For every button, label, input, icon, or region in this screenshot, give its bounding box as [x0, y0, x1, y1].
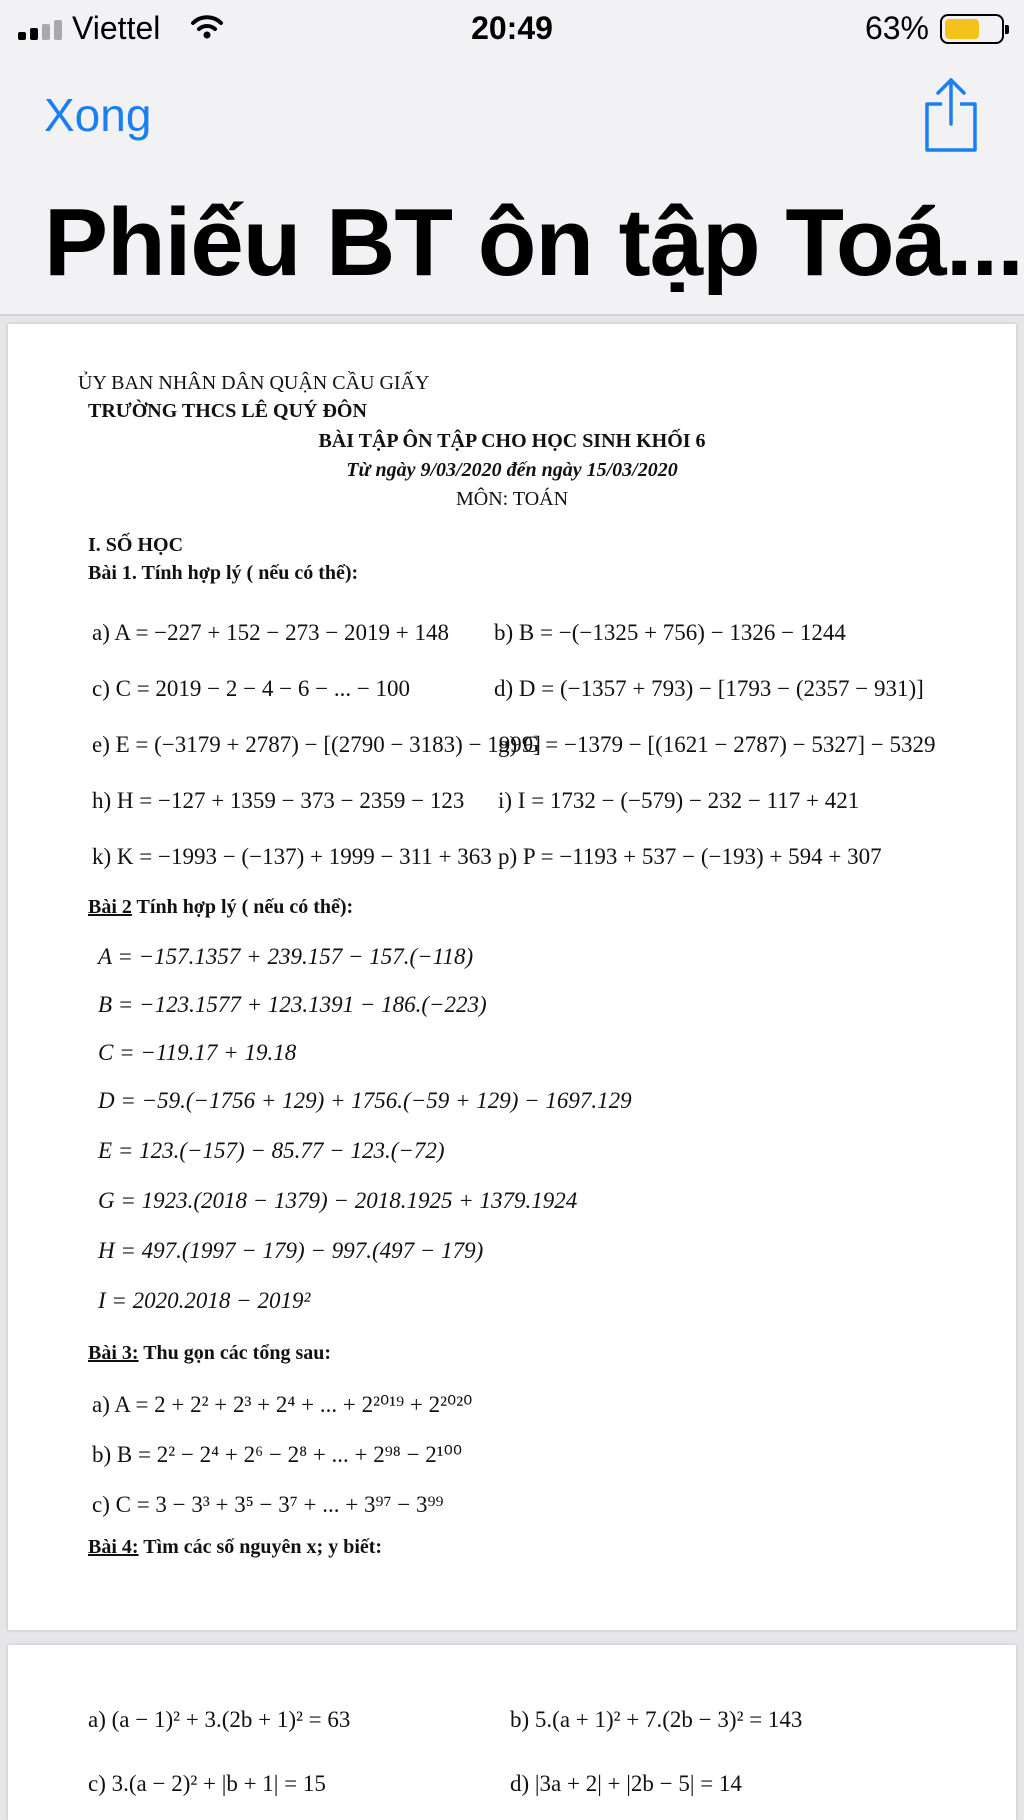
- doc-heading: BÀI TẬP ÔN TẬP CHO HỌC SINH KHỐI 6: [318, 430, 706, 452]
- bai4-item: a) (a − 1)² + 3.(2b + 1)² = 63: [88, 1707, 351, 1732]
- bai2-item: C = −119.17 + 19.18: [98, 1040, 297, 1065]
- bai1-item: b) B = −(−1325 + 756) − 1326 − 1244: [494, 620, 846, 645]
- bai1-item: k) K = −1993 − (−137) + 1999 − 311 + 363: [92, 844, 492, 869]
- document-title: Phiếu BT ôn tập Toá...: [44, 189, 1023, 296]
- document-page-1: [8, 324, 1016, 1630]
- bai2-item: D = −59.(−1756 + 129) + 1756.(−59 + 129) − 1697.129: [98, 1088, 632, 1113]
- org-name: ỦY BAN NHÂN DÂN QUẬN CẦU GIẤY: [78, 372, 430, 394]
- bai2-item: E = 123.(−157) − 85.77 − 123.(−72): [98, 1138, 445, 1163]
- bai2-instruction: Tính hợp lý ( nếu có thể):: [131, 896, 354, 918]
- bai2-label: Bài 2: [88, 896, 132, 918]
- carrier-name: Viettel: [72, 10, 161, 46]
- bai1-item: d) D = (−1357 + 793) − [1793 − (2357 − 931)]: [494, 676, 924, 701]
- status-bar: [0, 0, 1024, 58]
- bai1-item: i) I = 1732 − (−579) − 232 − 117 + 421: [498, 788, 860, 813]
- bai2-title: [88, 896, 353, 919]
- bai3-item: b) B = 2² − 2⁴ + 2⁶ − 2⁸ + ... + 2⁹⁸ − 2¹⁰⁰: [92, 1442, 463, 1467]
- bai4-item: d) |3a + 2| + |2b − 5| = 14: [510, 1771, 742, 1796]
- bai1-item: e) E = (−3179 + 2787) − [(2790 − 3183) − 1999]: [92, 732, 541, 757]
- school-name: TRƯỜNG THCS LÊ QUÝ ĐÔN: [88, 400, 367, 422]
- bai1-item: a) A = −227 + 152 − 273 − 2019 + 148: [92, 620, 450, 645]
- bai1-item: p) P = −1193 + 537 − (−193) + 594 + 307: [498, 844, 882, 869]
- bai4-item: c) 3.(a − 2)² + |b + 1| = 15: [88, 1771, 326, 1796]
- bai1-item: g) G = −1379 − [(1621 − 2787) − 5327] − 5329: [498, 732, 936, 757]
- bai4-instruction: Tìm các số nguyên x; y biết:: [138, 1536, 383, 1558]
- battery-icon: [940, 14, 1004, 44]
- section-heading: I. SỐ HỌC: [88, 534, 184, 556]
- bai2-item: H = 497.(1997 − 179) − 997.(497 − 179): [98, 1238, 484, 1263]
- bai2-item: A = −157.1357 + 239.157 − 157.(−118): [98, 944, 474, 969]
- bai2-item: I = 2020.2018 − 2019²: [98, 1288, 311, 1313]
- doc-dates: Từ ngày 9/03/2020 đến ngày 15/03/2020: [346, 459, 678, 481]
- bai3-item: c) C = 3 − 3³ + 3⁵ − 3⁷ + ... + 3⁹⁷ − 3⁹⁹: [92, 1492, 444, 1517]
- doc-subject: MÔN: TOÁN: [455, 488, 569, 510]
- bai4-title: [88, 1536, 382, 1559]
- bai3-label: Bài 3:: [88, 1342, 139, 1364]
- battery-percent: 63%: [864, 10, 929, 46]
- share-icon[interactable]: [922, 76, 980, 154]
- done-button[interactable]: Xong: [44, 89, 152, 141]
- bai2-item: B = −123.1577 + 123.1391 − 186.(−223): [98, 992, 487, 1017]
- bai3-title: [88, 1342, 331, 1365]
- bai4-item: b) 5.(a + 1)² + 7.(2b − 3)² = 143: [510, 1707, 803, 1732]
- bai4-label: Bài 4:: [88, 1536, 139, 1558]
- bai1-item: h) H = −127 + 1359 − 373 − 2359 − 123: [92, 788, 465, 813]
- bai3-instruction: Thu gọn các tổng sau:: [138, 1342, 332, 1364]
- bai3-item: a) A = 2 + 2² + 2³ + 2⁴ + ... + 2²⁰¹⁹ + 2²⁰²⁰: [92, 1392, 473, 1417]
- bai1-item: c) C = 2019 − 2 − 4 − 6 − ... − 100: [92, 676, 411, 701]
- clock: 20:49: [471, 10, 553, 46]
- navigation-bar: [0, 58, 1024, 316]
- bai1-title: Bài 1. Tính hợp lý ( nếu có thể):: [88, 562, 359, 584]
- document-page-2: [8, 1645, 1016, 1820]
- bai2-item: G = 1923.(2018 − 1379) − 2018.1925 + 1379.1924: [98, 1188, 578, 1213]
